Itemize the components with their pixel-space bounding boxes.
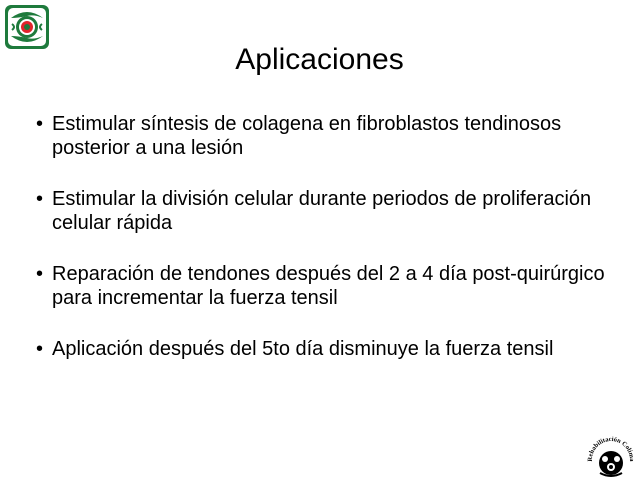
list-item bbox=[36, 112, 606, 160]
bullet-marker: • bbox=[36, 188, 44, 210]
bullet-text: Reparación de tendones después del 2 a 4 día post-quirúrgico para incrementar la fuerza tensil bbox=[52, 263, 605, 309]
bullet-list bbox=[36, 112, 606, 388]
bullet-text: Estimular la división celular durante periodos de proliferación celular rápida bbox=[52, 188, 592, 234]
bullet-text: Aplicación después del 5to día disminuye la fuerza tensil bbox=[52, 338, 554, 360]
svg-text:Rehabilitación Colima: Rehabilitación Colima bbox=[586, 435, 636, 462]
bullet-marker: • bbox=[36, 338, 44, 360]
bullet-marker: • bbox=[36, 263, 44, 285]
bullet-text: Estimular síntesis de colagena en fibroblastos tendinosos posterior a una lesión bbox=[52, 113, 562, 159]
list-item bbox=[36, 187, 606, 235]
list-item bbox=[36, 262, 606, 310]
rehabilitacion-colima-logo-icon bbox=[586, 430, 636, 478]
list-item bbox=[36, 337, 606, 361]
slide-title: Aplicaciones bbox=[235, 43, 404, 76]
bullet-marker: • bbox=[36, 113, 44, 135]
